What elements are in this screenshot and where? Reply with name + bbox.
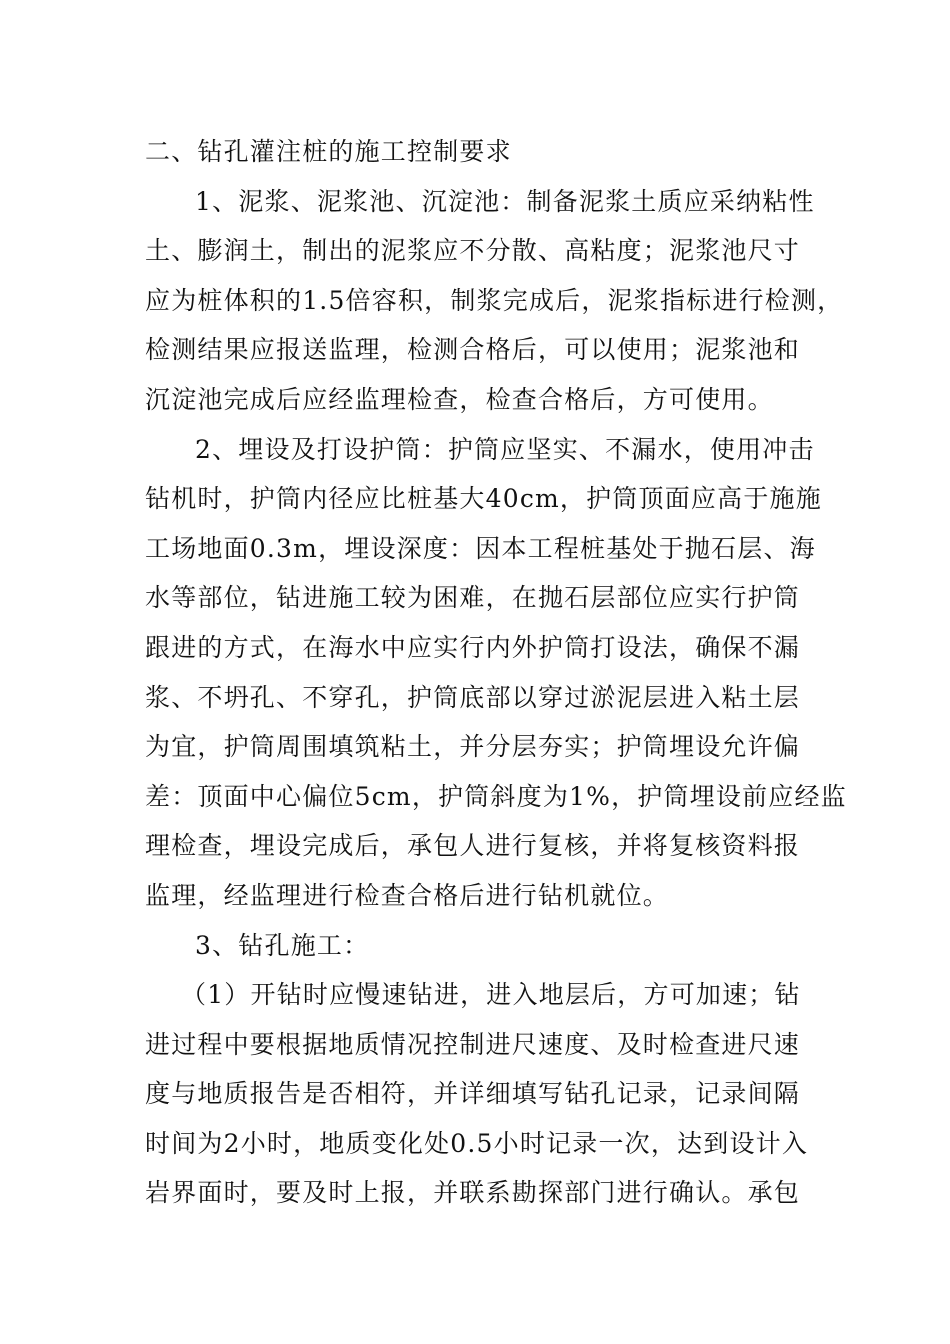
text-line: 度与地质报告是否相符，并详细填写钻孔记录，记录间隔 (145, 1079, 801, 1109)
text-line: 钻机时，护筒内径应比桩基大40cm，护筒顶面应高于施施 (145, 484, 822, 514)
text-line: 跟进的方式，在海水中应实行内外护筒打设法，确保不漏 (145, 632, 801, 662)
text-line: 应为桩体积的1.5倍容积，制浆完成后，泥浆指标进行检测， (145, 285, 844, 315)
text-line: 3、钻孔施工： (195, 930, 370, 960)
text-line: 土、膨润土，制出的泥浆应不分散、高粘度；泥浆池尺寸 (145, 236, 801, 266)
text-line: 浆、不坍孔、不穿孔，护筒底部以穿过淤泥层进入粘土层 (145, 682, 801, 712)
text-line: 岩界面时，要及时上报，并联系勘探部门进行确认。承包 (145, 1178, 801, 1208)
text-line: 2、埋设及打设护筒：护筒应坚实、不漏水，使用冲击 (195, 434, 815, 464)
section-heading: 二、钻孔灌注桩的施工控制要求 (145, 137, 512, 166)
text-line: 工场地面0.3m，埋设深度：因本工程桩基处于抛石层、海 (145, 533, 816, 563)
text-line: 水等部位，钻进施工较为困难，在抛石层部位应实行护筒 (145, 583, 801, 613)
text-line: 检测结果应报送监理，检测合格后，可以使用；泥浆池和 (145, 335, 801, 365)
text-line: 监理，经监理进行检查合格后进行钻机就位。 (145, 880, 670, 910)
text-line: （1）开钻时应慢速钻进，进入地层后，方可加速；钻 (181, 980, 801, 1010)
text-line: 为宜，护筒周围填筑粘土，并分层夯实；护筒埋设允许偏 (145, 732, 801, 762)
text-line: 进过程中要根据地质情况控制进尺速度、及时检查进尺速 (145, 1029, 801, 1059)
text-line: 理检查，埋设完成后，承包人进行复核，并将复核资料报 (145, 831, 801, 861)
text-line: 时间为2小时，地质变化处0.5小时记录一次，达到设计入 (145, 1128, 809, 1158)
document-body (145, 127, 847, 1218)
text-line: 沉淀池完成后应经监理检查，检查合格后，方可使用。 (145, 384, 774, 414)
text-line: 差：顶面中心偏位5cm，护筒斜度为1%，护筒埋设前应经监 (145, 781, 847, 811)
text-line: 1、泥浆、泥浆池、沉淀池：制备泥浆土质应采纳粘性 (195, 186, 815, 216)
